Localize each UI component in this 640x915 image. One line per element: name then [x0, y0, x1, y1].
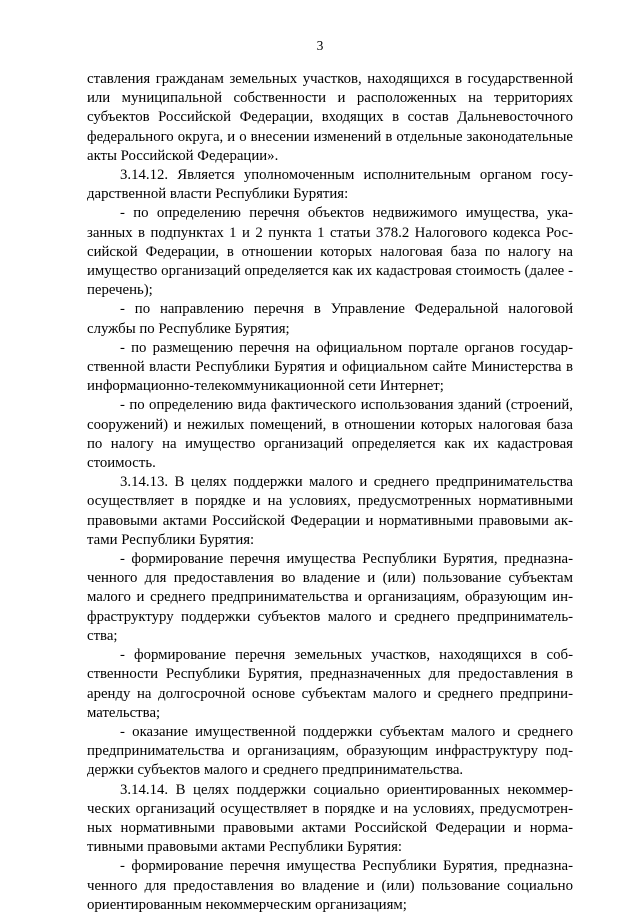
paragraph-clause-3-14-14: 3.14.14. В целях поддержки социально ориентированных некоммерческих организаций осуществляет в порядке и на условиях, предусмотренных нормативными правовыми актами Российской Федерации и нормативными правовыми актами Республики Бурятия: [87, 781, 573, 856]
paragraph-clause-3-14-12: 3.14.12. Является уполномоченным исполнительным органом государственной власти Республики Бурятия: [87, 167, 573, 203]
list-item-property-support: - оказание имущественной поддержки субъектам малого и среднего предпринимательства и организациям, образующим инфраструктуру поддержки субъектов малого и среднего предпринимательства. [87, 723, 573, 779]
list-item-determine-list: - по определению перечня объектов недвижимого имущества, указанных в подпунктах 1 и 2 пункта 1 статьи 378.2 Налогового кодекса Российской Федерации, в отношении которых налоговая база по налогу на имущество организаций определяется как их кадастровая стоимость (далее - перечень); [87, 205, 573, 299]
list-item-land-list: - формирование перечня земельных участков, находящихся в собственности Республики Бурятия, предназначенных для предоставления в аренду на долгосрочной основе субъектам малого и среднего предпринимательства; [87, 647, 573, 721]
list-item-determine-usage: - по определению вида фактического использования зданий (строений, сооружений) и нежилых помещений, в отношении которых налоговая база по налогу на имущество организаций определяется как их кадастровая стоимость. [87, 397, 573, 472]
paragraph-clause-3-14-13: 3.14.13. В целях поддержки малого и среднего предпринимательства осуществляет в порядке и на условиях, предусмотренных нормативными правовыми актами Российской Федерации и нормативными правовыми актами Республики Бурятия: [87, 474, 573, 548]
list-item-send-list: - по направлению перечня в Управление Федеральной налоговой службы по Республике Бурятия; [87, 301, 573, 337]
document-body [87, 70, 573, 915]
page-number: 3 [316, 38, 324, 53]
list-item-property-list: - формирование перечня имущества Республики Бурятия, предназначенного для предоставления во владение и (или) пользование субъектам малого и среднего предпринимательства и организациям, образующим инфраструктуру поддержки субъектов малого и среднего предпринимательства; [87, 551, 573, 644]
list-item-publish-list: - по размещению перечня на официальном портале органов государственной власти Республики Бурятия и официальном сайте Министерства в информационно-телекоммуникационной сети Интернет; [87, 339, 573, 395]
list-item-nonprofit-property-list: - формирование перечня имущества Республики Бурятия, предназначенного для предоставления во владение и (или) пользование социально ориентированным некоммерческим организациям; [87, 858, 573, 913]
paragraph-continuation: ставления гражданам земельных участков, находящихся в государственной или муниципальной собственности и расположенных на территориях субъектов Российской Федерации, входящих в состав Дальневосточного федерального округа, и о внесении изменений в отдельные законодательные акты Российской Федерации». [87, 71, 573, 164]
